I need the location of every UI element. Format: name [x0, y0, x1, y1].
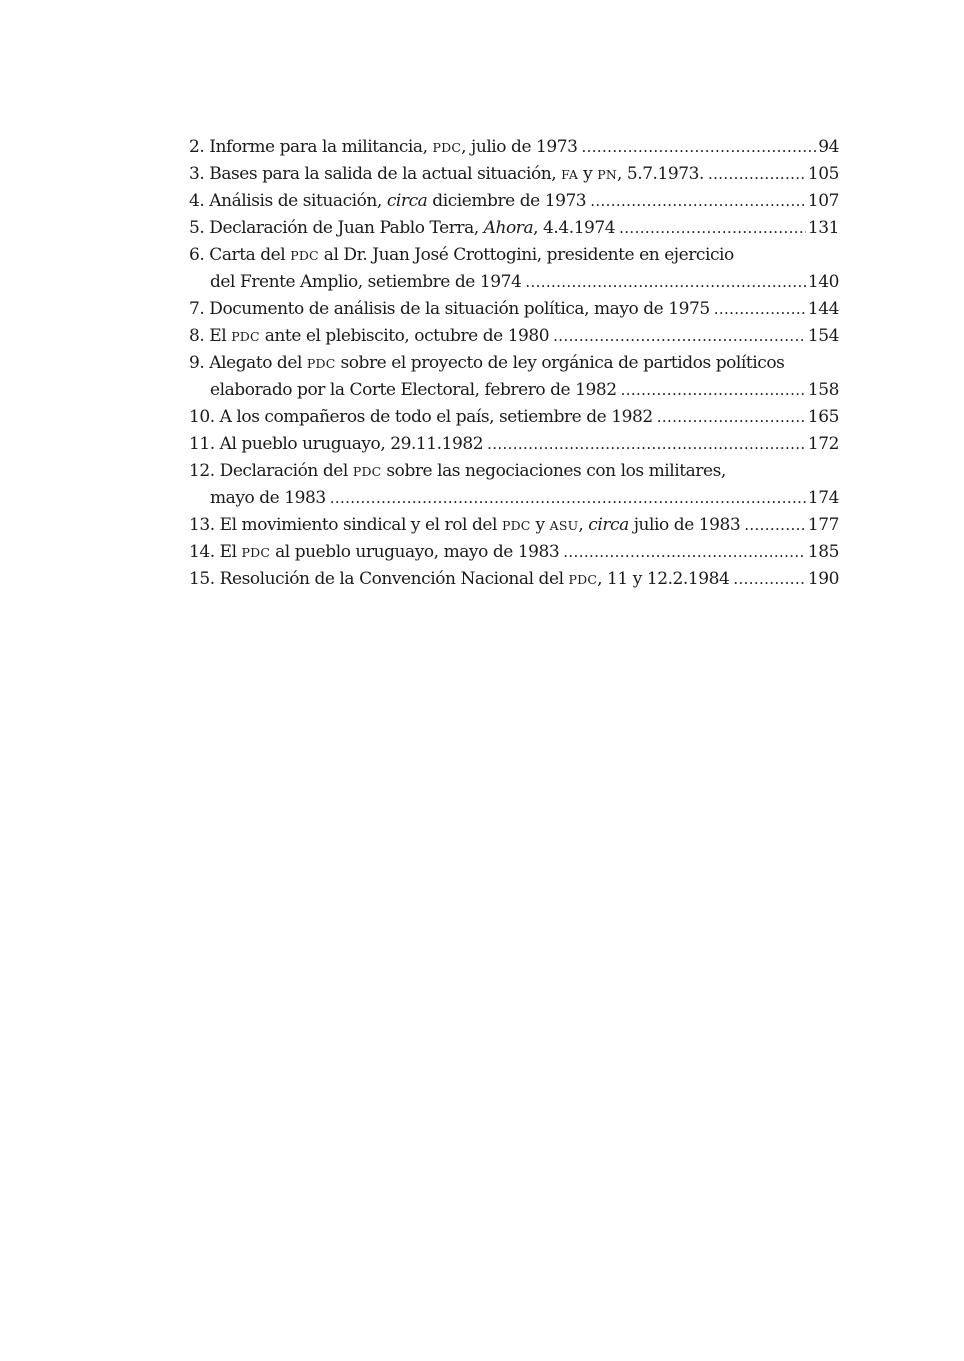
dot-leader	[553, 323, 806, 350]
dot-leader	[487, 431, 806, 458]
toc-page-number: 158	[807, 380, 839, 400]
abbreviation: PDC	[231, 329, 260, 344]
toc-page-number: 144	[807, 299, 839, 319]
text-segment: 6. Carta del	[189, 245, 291, 265]
text-segment: al Dr. Juan José Crottogini, presidente en ejercicio	[318, 245, 734, 265]
toc-entry[interactable]	[189, 512, 839, 539]
text-segment: ante el plebiscito, octubre de 1980	[259, 326, 550, 346]
text-segment: 13. El movimiento sindical y el rol del	[189, 515, 502, 535]
toc-page-number: 94	[818, 137, 839, 157]
text-segment: sobre las negociaciones con los militares,	[381, 461, 726, 481]
table-of-contents	[189, 134, 839, 593]
dot-leader	[619, 215, 806, 242]
toc-entry-last-line	[189, 431, 839, 458]
toc-entry-title	[210, 377, 617, 404]
text-segment: 4. Análisis de situación,	[189, 191, 387, 211]
toc-entry-last-line	[189, 512, 839, 539]
text-segment: 2. Informe para la militancia,	[189, 137, 433, 157]
text-segment: 12. Declaración del	[189, 461, 353, 481]
dot-leader	[657, 404, 806, 431]
text-segment: al pueblo uruguayo, mayo de 1983	[270, 542, 560, 562]
text-segment: , julio de 1973	[461, 137, 578, 157]
toc-entry-title	[210, 269, 521, 296]
toc-entry-title	[189, 323, 549, 350]
toc-entry-last-line	[189, 404, 839, 431]
text-segment: julio de 1983	[628, 515, 741, 535]
text-segment: 5. Declaración de Juan Pablo Terra,	[189, 218, 484, 238]
toc-entry-last-line	[189, 161, 839, 188]
toc-entry-last-line	[189, 539, 839, 566]
toc-entry[interactable]	[189, 296, 839, 323]
toc-entry-title	[189, 404, 653, 431]
toc-page-number: 140	[807, 272, 839, 292]
toc-page-number: 165	[807, 407, 839, 427]
text-segment: ,	[578, 515, 589, 535]
text-segment: del Frente Amplio, setiembre de 1974	[210, 272, 522, 292]
toc-entry-line	[189, 458, 839, 485]
dot-leader	[744, 512, 806, 539]
abbreviation: ASU	[549, 518, 579, 533]
text-segment: 10. A los compañeros de todo el país, setiembre de 1982	[189, 407, 653, 427]
italic-text: Ahora	[483, 218, 534, 238]
toc-entry-title	[189, 566, 729, 593]
abbreviation: PDC	[352, 464, 382, 479]
text-segment: 14. El	[189, 542, 242, 562]
toc-page-number: 172	[807, 434, 839, 454]
toc-entry-title	[189, 431, 483, 458]
toc-entry-title	[189, 188, 586, 215]
text-segment: diciembre de 1973	[427, 191, 587, 211]
text-segment: , 11 y 12.2.1984	[597, 569, 730, 589]
abbreviation: PDC	[290, 248, 319, 263]
toc-entry-title	[189, 161, 704, 188]
text-segment: 3. Bases para la salida de la actual situación,	[189, 164, 562, 184]
dot-leader	[563, 539, 806, 566]
text-segment: y	[578, 164, 598, 184]
toc-entry-last-line	[189, 188, 839, 215]
dot-leader	[708, 161, 806, 188]
toc-entry-title	[189, 215, 615, 242]
abbreviation: FA	[561, 167, 579, 182]
toc-entry-title	[210, 485, 326, 512]
toc-entry-last-line	[189, 134, 839, 161]
text-segment: 8. El	[189, 326, 232, 346]
abbreviation: PDC	[432, 140, 462, 155]
text-segment: , 4.4.1974	[533, 218, 616, 238]
abbreviation: PDC	[306, 356, 336, 371]
toc-entry-last-line	[189, 566, 839, 593]
text-segment: y	[530, 515, 550, 535]
toc-entry-title	[189, 134, 578, 161]
toc-entry-last-line	[189, 215, 839, 242]
toc-entry-title	[189, 296, 710, 323]
toc-entry-line	[189, 242, 839, 269]
toc-page-number: 105	[807, 164, 839, 184]
toc-page-number: 107	[807, 191, 839, 211]
toc-entry-title	[189, 350, 784, 377]
abbreviation: PN	[597, 167, 617, 182]
text-segment: 11. Al pueblo uruguayo, 29.11.1982	[189, 434, 484, 454]
text-segment: , 5.7.1973.	[616, 164, 704, 184]
toc-page-number: 185	[807, 542, 839, 562]
abbreviation: PDC	[241, 545, 271, 560]
toc-page-number: 131	[807, 218, 839, 238]
toc-entry-title	[189, 539, 559, 566]
toc-entry[interactable]	[189, 539, 839, 566]
toc-page-number: 174	[807, 488, 839, 508]
italic-text: circa	[588, 515, 629, 535]
toc-entry[interactable]	[189, 161, 839, 188]
toc-entry[interactable]	[189, 242, 839, 296]
abbreviation: PDC	[568, 572, 598, 587]
toc-entry-last-line	[189, 485, 839, 512]
toc-page-number: 190	[807, 569, 839, 589]
text-segment: mayo de 1983	[210, 488, 326, 508]
toc-entry[interactable]	[189, 566, 839, 593]
dot-leader	[330, 485, 806, 512]
dot-leader	[525, 269, 806, 296]
abbreviation: PDC	[501, 518, 531, 533]
toc-entry-last-line	[189, 269, 839, 296]
dot-leader	[621, 377, 806, 404]
toc-page-number: 177	[807, 515, 839, 535]
toc-entry-title	[189, 242, 734, 269]
toc-entry[interactable]	[189, 431, 839, 458]
toc-entry[interactable]	[189, 458, 839, 512]
toc-entry-last-line	[189, 377, 839, 404]
toc-entry[interactable]	[189, 404, 839, 431]
toc-entry-line	[189, 350, 839, 377]
toc-entry[interactable]	[189, 188, 839, 215]
toc-entry-title	[189, 512, 740, 539]
toc-page-number: 154	[807, 326, 839, 346]
toc-entry[interactable]	[189, 215, 839, 242]
italic-text: circa	[386, 191, 428, 211]
text-segment: 15. Resolución de la Convención Nacional del	[189, 569, 569, 589]
toc-entry-title	[189, 458, 726, 485]
toc-entry[interactable]	[189, 323, 839, 350]
dot-leader	[714, 296, 806, 323]
toc-entry-last-line	[189, 323, 839, 350]
toc-entry-last-line	[189, 296, 839, 323]
toc-entry[interactable]	[189, 134, 839, 161]
dot-leader	[733, 566, 806, 593]
text-segment: 9. Alegato del	[189, 353, 307, 373]
toc-entry[interactable]	[189, 350, 839, 404]
text-segment: sobre el proyecto de ley orgánica de partidos políticos	[335, 353, 785, 373]
dot-leader	[590, 188, 806, 215]
text-segment: elaborado por la Corte Electoral, febrero de 1982	[210, 380, 617, 400]
dot-leader	[582, 134, 817, 161]
text-segment: 7. Documento de análisis de la situación política, mayo de 1975	[189, 299, 710, 319]
